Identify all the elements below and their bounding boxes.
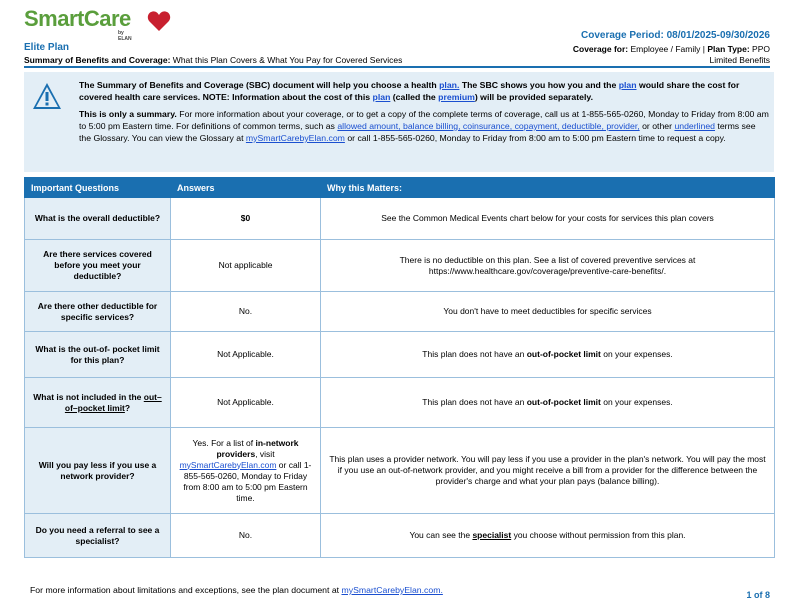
why-cell [321, 332, 775, 378]
page-number: 1 of 8 [746, 590, 770, 600]
table-row [25, 240, 775, 292]
question-cell: Are there services covered before you meet your deductible? [25, 240, 171, 292]
footer-text: For more information about limitations and exceptions, see the plan document at [30, 585, 342, 595]
logo-care: Care [83, 6, 131, 31]
link-underlined[interactable]: underlined [674, 121, 716, 131]
answer-cell: No. [171, 292, 321, 332]
question-text: What is not included in the [33, 391, 144, 402]
question-cell [25, 378, 171, 428]
table-row [25, 198, 775, 240]
question-cell: What is the out-of- pocket limit for this plan? [25, 332, 171, 378]
plan-name: Elite Plan [24, 42, 70, 53]
logo-by-elan: by ELAN [118, 30, 132, 42]
sbc-title-rest: What this Plan Covers & What You Pay for Covered Services [170, 55, 403, 65]
coverage-for-label: Coverage for: [572, 44, 629, 54]
link-plan[interactable]: plan [618, 80, 637, 90]
sbc-notice-box [24, 72, 774, 172]
link-website[interactable]: mySmartCarebyElan.com. [341, 585, 443, 595]
link-website[interactable]: mySmartCarebyElan.com [245, 133, 345, 143]
plan-type-label: Plan Type: [707, 44, 750, 54]
notice-text: The SBC shows you how you and the [459, 80, 619, 90]
question-underlined-term: out–of–pocket limit [64, 391, 162, 413]
answer-text: or call 1-855-565-0260, Monday to Friday from 8:00 am to 5:00 pm Eastern time. [183, 459, 312, 503]
header-important-questions: Important Questions [25, 178, 171, 198]
answer-cell: Not Applicable. [171, 332, 321, 378]
header-divider [24, 66, 770, 68]
heart-icon [147, 10, 171, 32]
notice-text: (called the [390, 92, 439, 102]
why-cell: This plan uses a provider network. You will pay less if you use a provider in the plan's network. You will pay the most if you use an out-of-network provider, and you might receive a bill from a provider for the difference between the provider's charge and what your plan pays (balance billing). [321, 428, 775, 514]
notice-text: ) will be provided separately. [474, 92, 593, 102]
notice-text: The Summary of Benefits and Coverage (SBC) document will help you choose a health [79, 80, 440, 90]
notice-paragraph-1 [79, 79, 769, 103]
notice-text: or other [639, 121, 675, 131]
notice-text: For more information about your coverage, or to get a copy of the complete terms of coverage, call us at 1-855-565-0260, Monday to Friday from 8:00 am to 5:00 pm Eastern time. For definitions of common terms, such as [79, 109, 769, 131]
header-answers: Answers [171, 178, 321, 198]
table-row [25, 378, 775, 428]
link-website[interactable]: mySmartCarebyElan.com [179, 459, 277, 470]
header-why-this-matters: Why this Matters: [321, 178, 775, 198]
why-text: You can see the [409, 530, 473, 540]
link-plan[interactable]: plan. [439, 80, 460, 90]
link-premium[interactable]: premium [438, 92, 475, 102]
notice-text: would share the cost for covered health care services. NOTE: Information about the cost of this [79, 80, 740, 102]
sbc-title-bold: Summary of Benefits and Coverage: [24, 55, 171, 65]
why-text: you choose without permission from this plan. [511, 530, 686, 540]
logo-wordmark [24, 6, 131, 31]
why-cell [321, 378, 775, 428]
warning-triangle-icon [32, 82, 62, 110]
coverage-for [573, 44, 770, 54]
table-row [25, 292, 775, 332]
link-glossary-terms[interactable]: allowed amount, balance billing, coinsurance, copayment, deductible, provider, [337, 121, 640, 131]
table-row [25, 332, 775, 378]
why-cell: You don't have to meet deductibles for specific services [321, 292, 775, 332]
table-header-row [25, 178, 775, 198]
coverage-for-value: Employee / Family | [628, 44, 708, 54]
why-cell: There is no deductible on this plan. See a list of covered preventive services at https://www.healthcare.gov/coverage/preventive-care-benefits/. [321, 240, 775, 292]
answer-text: , visit [255, 448, 275, 459]
notice-text: or call 1-855-565-0260, Monday to Friday from 8:00 am to 5:00 pm Eastern time to request a copy. [344, 133, 726, 143]
why-text: This plan does not have an [422, 397, 527, 407]
plan-type-value: PPO [749, 44, 770, 54]
smartcare-logo [24, 6, 132, 42]
answer-cell: $0 [171, 198, 321, 240]
important-questions-table [24, 177, 775, 558]
logo-smart: Smart [24, 6, 84, 31]
table-row [25, 428, 775, 514]
notice-summary-bold: This is only a summary. [79, 109, 177, 119]
answer-bold-term: in-network providers [216, 437, 299, 459]
footer-note [30, 585, 443, 595]
why-cell: See the Common Medical Events chart below for your costs for services this plan covers [321, 198, 775, 240]
question-text: ? [124, 402, 131, 413]
link-plan[interactable]: plan [372, 92, 391, 102]
question-cell: Do you need a referral to see a specialist? [25, 514, 171, 558]
answer-cell: Not applicable [171, 240, 321, 292]
notice-text: terms see the Glossary. You can view the Glossary at [79, 121, 756, 143]
notice-paragraph-2 [79, 108, 769, 144]
answer-cell: No. [171, 514, 321, 558]
answer-cell: Not Applicable. [171, 378, 321, 428]
question-cell: Will you pay less if you use a network provider? [25, 428, 171, 514]
question-cell: What is the overall deductible? [25, 198, 171, 240]
sbc-title [24, 55, 402, 65]
table-row [25, 514, 775, 558]
why-bold-term: specialist [472, 530, 512, 540]
answer-text: Yes. For a list of [192, 437, 256, 448]
question-cell: Are there other deductible for specific services? [25, 292, 171, 332]
why-text: on your expenses. [600, 397, 673, 407]
why-bold-term: out-of-pocket limit [526, 397, 601, 407]
why-text: This plan does not have an [422, 349, 527, 359]
answer-cell [171, 428, 321, 514]
plan-type-limited: Limited Benefits [709, 55, 770, 65]
why-cell [321, 514, 775, 558]
why-bold-term: out-of-pocket limit [526, 349, 601, 359]
coverage-period: Coverage Period: 08/01/2025-09/30/2026 [580, 30, 770, 41]
why-text: on your expenses. [600, 349, 673, 359]
